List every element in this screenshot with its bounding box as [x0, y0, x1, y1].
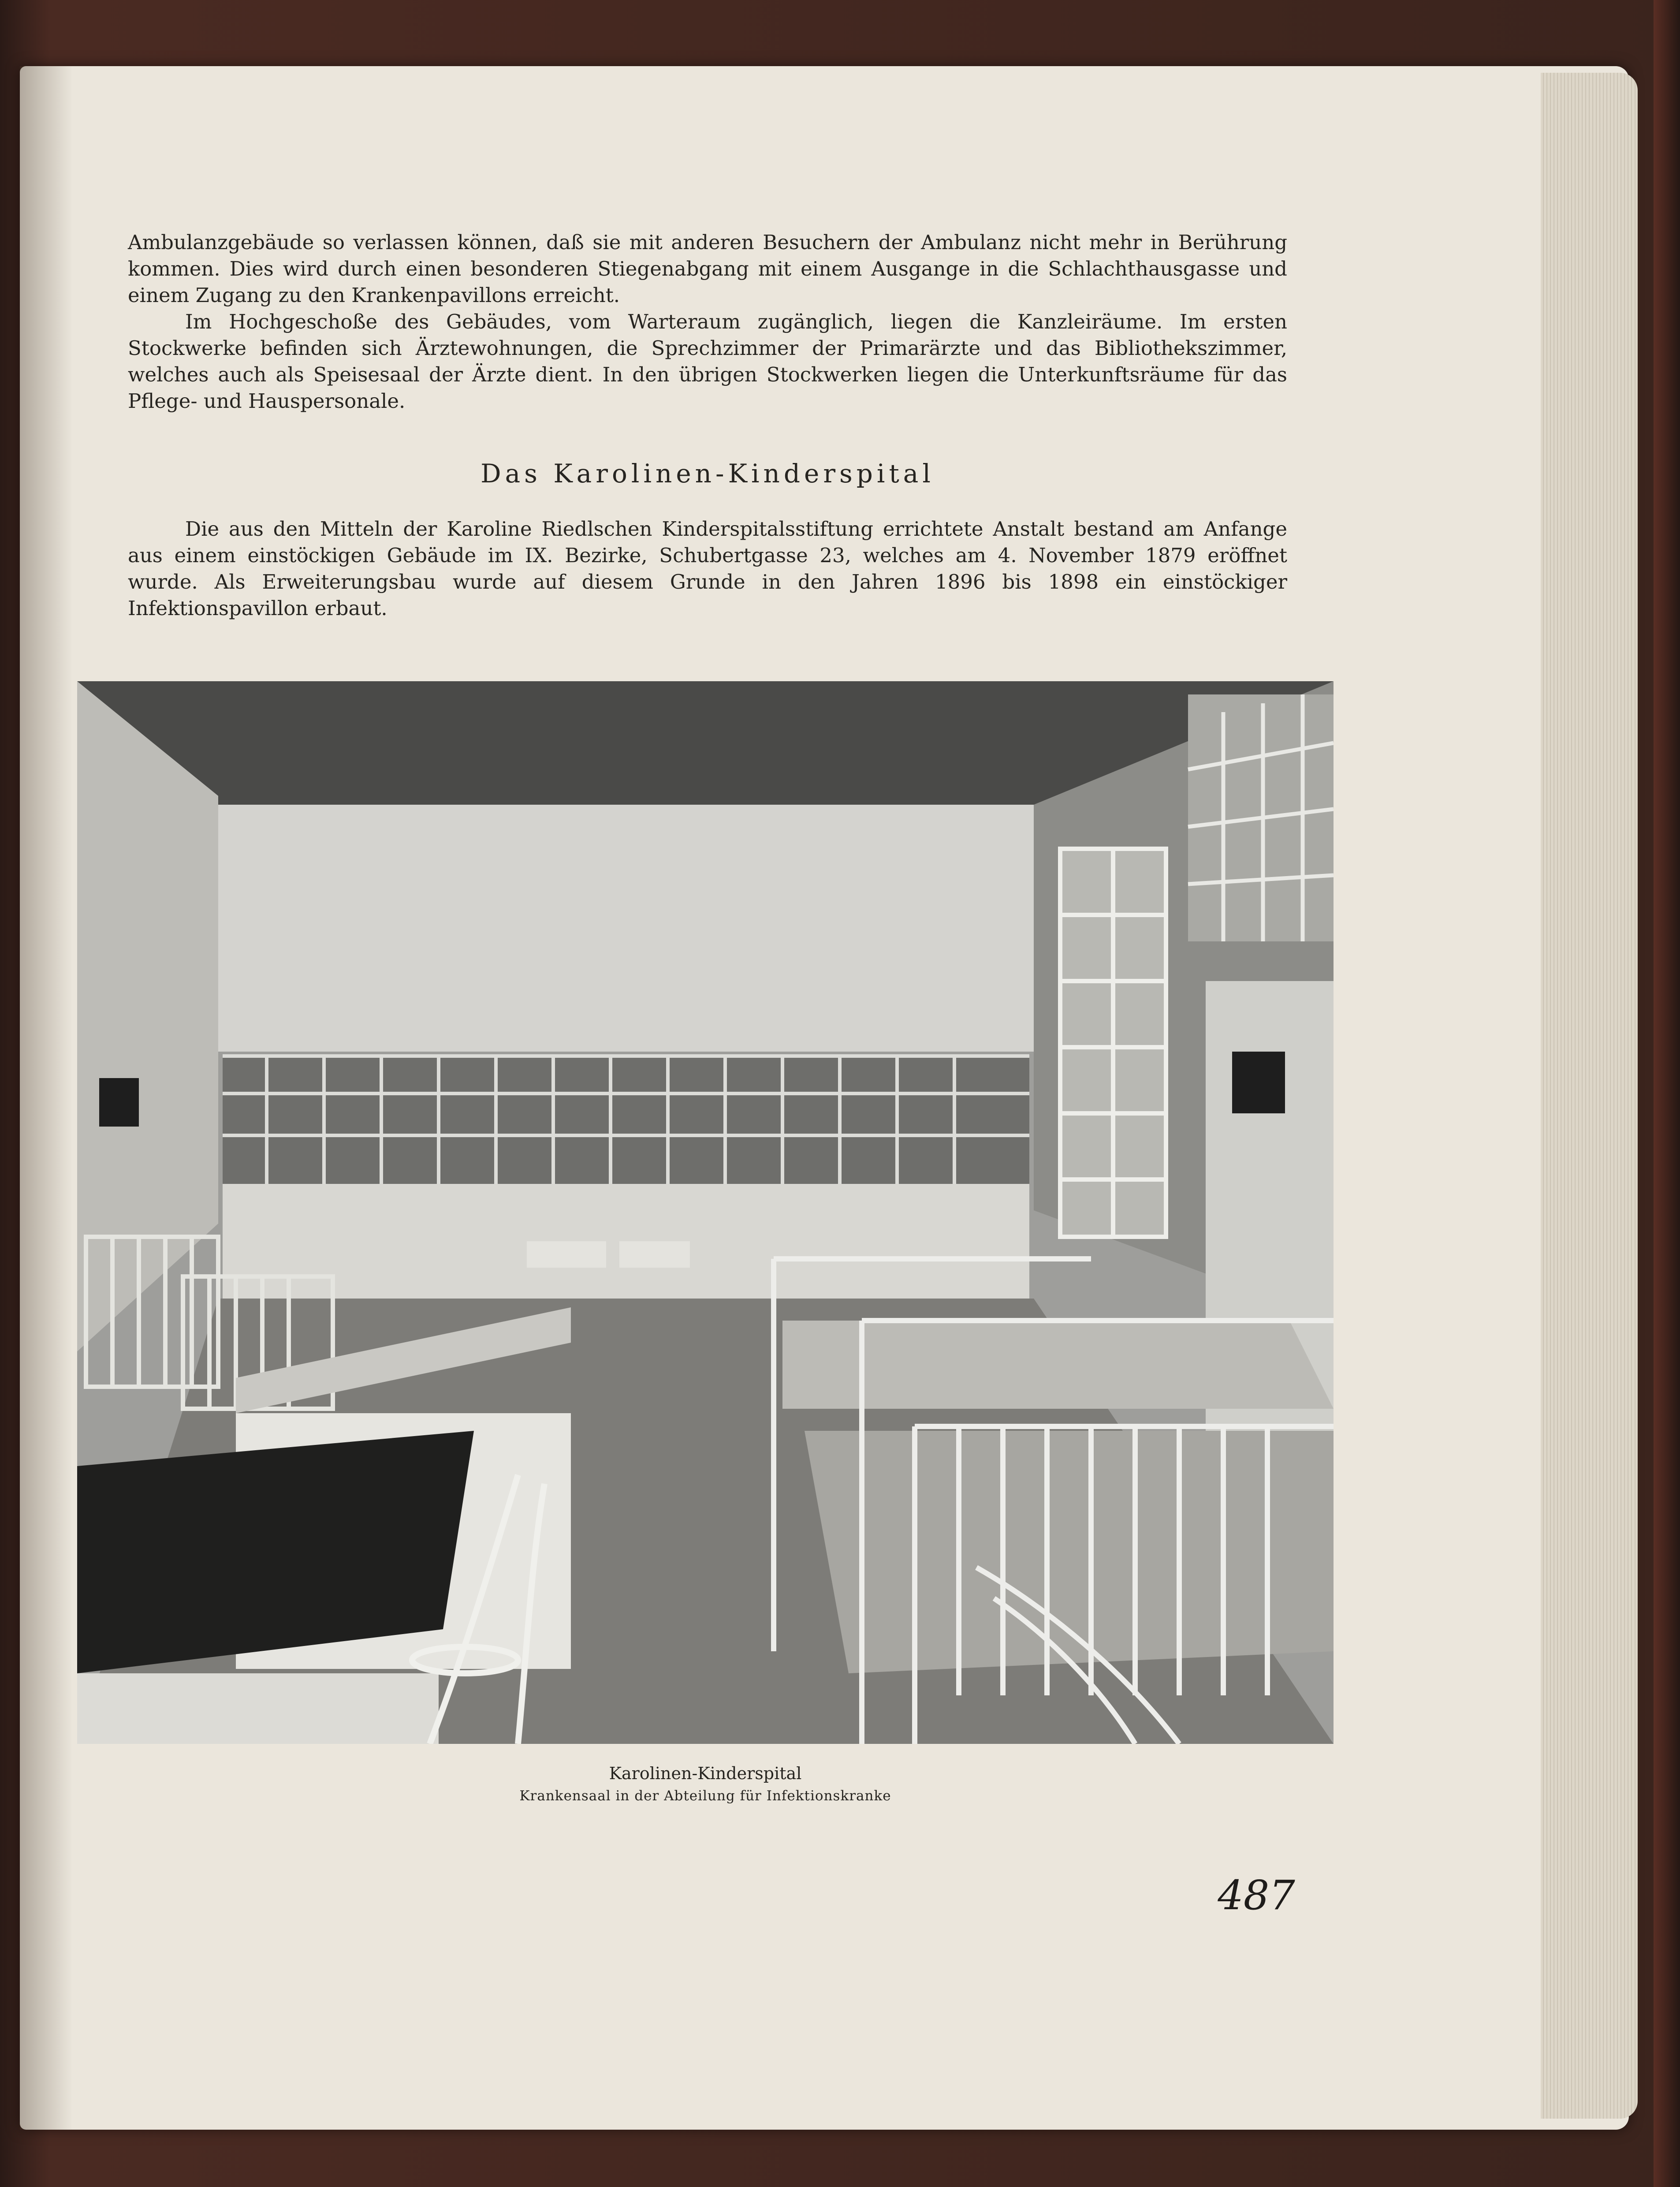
wall-speaker-left: [99, 1078, 139, 1127]
bed-mattress-front: [805, 1431, 1334, 1673]
back-wall: [218, 805, 1034, 1052]
wash-basin-left: [527, 1241, 606, 1268]
section-heading: Das Karolinen-Kinderspital: [481, 459, 935, 489]
photo-caption-title: Karolinen-Kinderspital: [609, 1764, 802, 1783]
paragraph-karolinen: Die aus den Mitteln der Karoline Riedlschen Kinderspitalsstiftung errichtete Anstalt bestand am Anfange aus einem einstöckigen Gebäude im IX. Bezirke, Schubertgasse 23, welches am 4. November 1879 eröffnet wurde. Als Erweiterungsbau wurde auf diesem Grunde in den Jahren 1896 bis 1898 ein einstöckiger Infektionspavillon erbaut.: [128, 517, 1287, 620]
bed-mattress-back: [782, 1321, 1334, 1409]
book-spine-edge: [1654, 0, 1680, 2187]
photo-illustration: [77, 681, 1334, 1744]
foreground-table-base: [77, 1673, 439, 1744]
wall-speaker-right: [1232, 1052, 1285, 1113]
photo-caption-subtitle: Krankensaal in der Abteilung für Infektionskranke: [519, 1788, 891, 1804]
left-wall: [77, 681, 218, 1351]
paragraph-ambulanz: Ambulanzgebäude so verlassen können, daß sie mit anderen Besuchern der Ambulanz nicht mehr in Berührung kommen. Dies wird durch einen besonderen Stiegenabgang mit einem Ausgange in die Schlachthausgasse und einem Zugang zu den Krankenpavillons erreicht.: [128, 231, 1287, 307]
page-edges: [1541, 73, 1638, 2119]
body-text-top: [128, 229, 1287, 414]
paragraph-hochgeschoss: Im Hochgeschoße des Gebäudes, vom Warteraum zugänglich, liegen die Kanzleiräume. Im ersten Stockwerke befinden sich Ärztewohnungen, die Sprechzimmer der Primarärzte und das Bibliothekszimmer, welches auch als Speisesaal der Ärzte dient. In den übrigen Stockwerken liegen die Unterkunftsräume für das Pflege- und Hauspersonale.: [128, 310, 1287, 413]
wash-basin-right: [619, 1241, 690, 1268]
page-gutter-shadow: [20, 66, 73, 2130]
page-number: 487: [1218, 1872, 1295, 1919]
body-text-karolinen: [128, 516, 1287, 622]
ward-photograph: [77, 681, 1334, 1744]
back-window-band: [223, 1056, 1029, 1184]
